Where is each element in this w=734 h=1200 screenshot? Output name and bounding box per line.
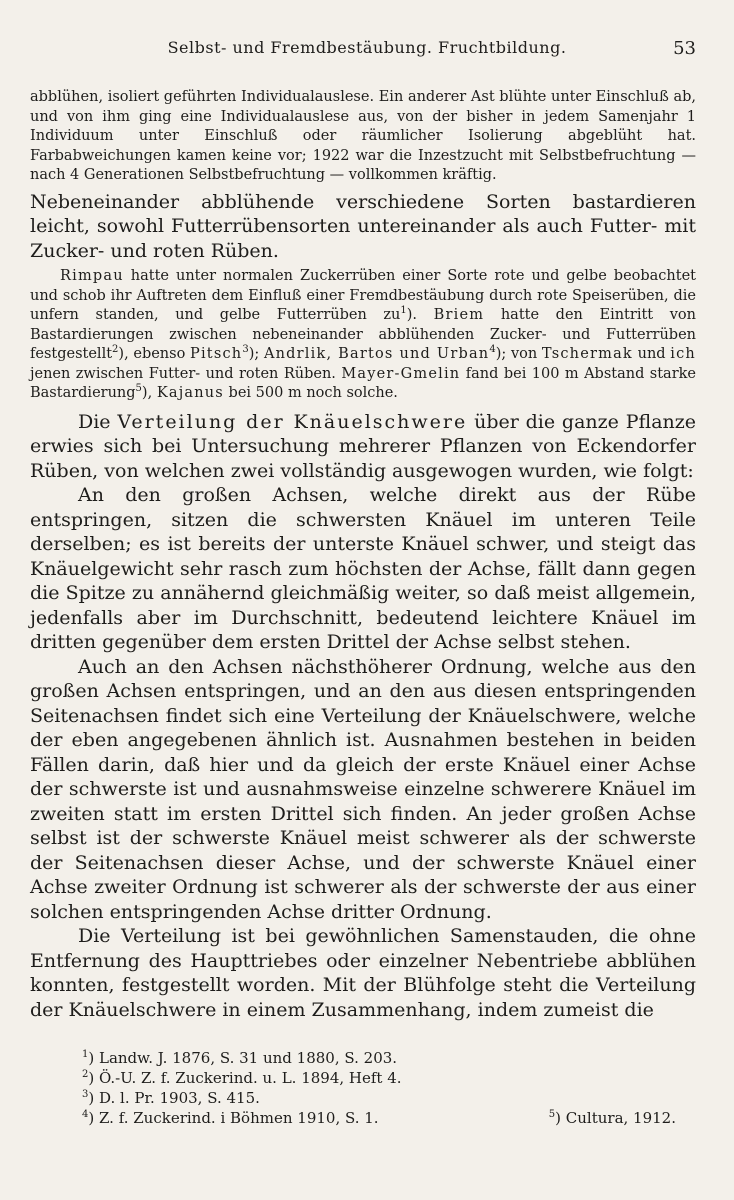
text-segment: bei 500 m noch solche. — [223, 385, 398, 401]
footnote-text: ) Cultura, 1912. — [555, 1109, 676, 1127]
text-segment: fand bei 100 m Abstand starke Bastardierung — [30, 365, 696, 401]
footnote-ref: 2 — [112, 344, 119, 356]
paragraph-literature — [30, 267, 696, 404]
text-segment: hatte den Eintritt von Bastardierungen zwischen nebeneinander abblühenden Zucker- und Futterrüben festgestellt — [30, 307, 696, 362]
authors-andrlik-bartos-urban: Andrlik, Bartos und Urban — [263, 346, 490, 362]
text-segment: ), — [141, 385, 157, 401]
footnote-text: ) Landw. J. 1876, S. 31 und 1880, S. 203. — [88, 1049, 398, 1067]
author-rimpau: Rimpau — [60, 268, 124, 284]
footnote-3 — [30, 1088, 696, 1108]
text-segment: ); — [248, 346, 264, 362]
author-pitsch: Pitsch — [190, 346, 243, 362]
body-text — [30, 88, 696, 1022]
text-segment: und — [632, 346, 671, 362]
footnote-mark: 2 — [82, 1069, 89, 1080]
author-briem: Briem — [433, 307, 485, 323]
footnote-row-last — [30, 1108, 696, 1128]
paragraph-isolation: abblühen, isoliert geführten Individualauslese. Ein anderer Ast blühte unter Einschluß ab, und von ihm ging eine Individualauslese aus, von der bisher in jedem Samenjahr 1 Individuum unter Einschluß oder räumlicher Isolierung abgeblüht hat. Farbabweichungen kamen keine vor; 1922 war die Inzestzucht mit Selbstbefruchtung — nach 4 Generationen Selbstbefruchtung — vollkommen kräftig. — [30, 89, 696, 183]
footnote-ref: 5 — [135, 383, 142, 395]
footnote-5 — [549, 1108, 696, 1128]
footnote-1 — [30, 1048, 696, 1068]
text-segment: jenen zwischen Futter- und roten Rüben. — [30, 365, 342, 382]
text-segment: ). — [406, 307, 434, 323]
text-segment: Die — [78, 410, 118, 433]
footnote-mark: 5 — [548, 1109, 556, 1120]
running-title: Selbst- und Fremdbestäubung. Fruchtbildung. — [167, 38, 567, 57]
text-segment: über die ganze Pflanze erwies sich bei Untersuchung mehrerer Pflanzen von Eckendorfer Rüben, von welchen zwei vollständig ausgewogen wurden, wie folgt: — [30, 410, 697, 482]
paragraph-distribution-intro — [30, 410, 696, 484]
text-segment: ); von — [495, 346, 542, 362]
page-number: 53 — [673, 38, 696, 59]
author-ich: ich — [670, 346, 696, 362]
footnote-ref: 3 — [242, 344, 249, 356]
author-mayer-gmelin: Mayer-Gmelin — [341, 365, 461, 382]
footnote-2 — [30, 1068, 696, 1088]
page-header — [30, 38, 704, 64]
footnote-mark: 3 — [82, 1089, 89, 1100]
footnote-text: ) Ö.-U. Z. f. Zuckerind. u. L. 1894, Heft 4. — [88, 1069, 402, 1087]
paragraph-main-axes: An den großen Achsen, welche direkt aus der Rübe entspringen, sitzen die schwersten Knäuel im unteren Teile derselben; es ist bereits der unterste Knäuel schwer, und steigt das Knäuelgewicht sehr rasch zum höchsten der Achse, fällt dann gegen die Spitze zu annähernd gleichmäßig weiter, so daß meist allgemein, jedenfalls aber im Durchschnitt, bedeutend leichtere Knäuel im dritten gegenüber dem ersten Drittel der Achse selbst stehen. — [30, 484, 696, 653]
footnote-4 — [30, 1108, 379, 1128]
paragraph-seed-plants: Die Verteilung ist bei gewöhnlichen Samenstauden, die ohne Entfernung des Haupttriebes oder einzelner Nebentriebe abblühen konnten, festgestellt worden. Mit der Blühfolge steht die Verteilung der Knäuelschwere in einem Zusammenhang, indem zumeist die — [30, 925, 696, 1021]
footnote-ref: 1 — [400, 305, 407, 317]
footnote-text: ) Z. f. Zuckerind. i Böhmen 1910, S. 1. — [88, 1109, 379, 1127]
emphasized-term: Verteilung der Knäuelschwere — [117, 410, 468, 433]
paragraph-higher-order-axes: Auch an den Achsen nächsthöherer Ordnung, welche aus den großen Achsen entspringen, und an den aus diesen entspringenden Seitenachsen findet sich eine Verteilung der Knäuelschwere, welche der eben angegebenen ähnlich ist. Ausnahmen bestehen in beiden Fällen darin, daß hier und da gleich der erste Knäuel einer Achse der schwerste ist und ausnahmsweise einzelne schwerere Knäuel im zweiten statt im ersten Drittel sich finden. An jeder großen Achse selbst ist der schwerste Knäuel meist schwerer als der schwerste der Seitenachsen dieser Achse, und der schwerste Knäuel einer Achse zweiter Ordnung ist schwerer als der schwerste der aus einer solchen entspringenden Achse dritter Ordnung. — [30, 655, 696, 923]
text-segment: hatte unter normalen Zuckerrüben einer Sorte rote und gelbe beobachtet und schob ihr Auftreten dem Einfluß einer Fremdbestäubung durch rote Speiserüben, die unfern standen, und gelbe Futterrüben zu — [30, 268, 696, 323]
footnote-ref: 4 — [489, 344, 496, 356]
author-kajanus: Kajanus — [156, 385, 224, 401]
footnote-mark: 1 — [82, 1049, 89, 1060]
footnote-mark: 4 — [82, 1109, 89, 1120]
paragraph-bastardization-summary: Nebeneinander abblühende verschiedene Sorten bastardieren leicht, sowohl Futterrübensorten untereinander als auch Futter- mit Zucker- und roten Rüben. — [30, 190, 696, 262]
footnote-text: ) D. l. Pr. 1903, S. 415. — [88, 1089, 260, 1107]
footnotes — [30, 1046, 696, 1128]
author-tschermak: Tschermak — [541, 346, 633, 362]
text-segment: ), ebenso — [118, 346, 191, 362]
